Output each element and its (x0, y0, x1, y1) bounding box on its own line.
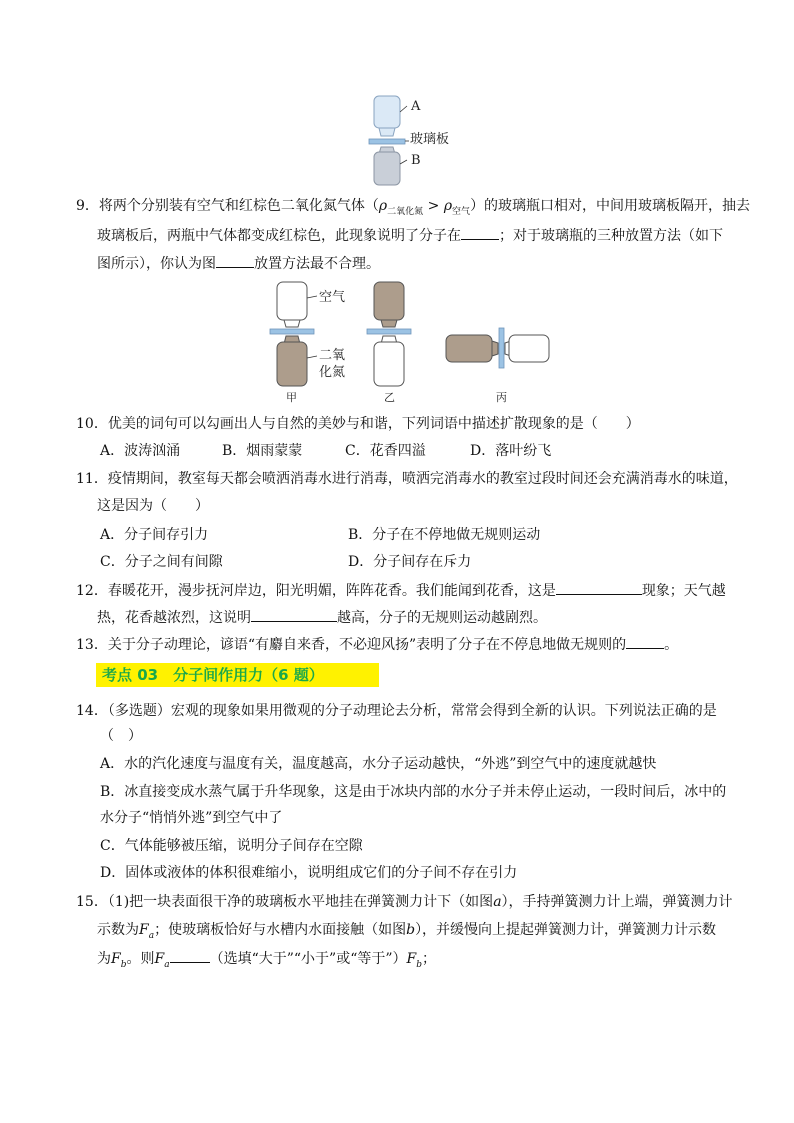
q9-blank-1[interactable] (461, 225, 499, 240)
q12-blank-2[interactable] (251, 607, 337, 622)
force-fa-sub: a (148, 930, 155, 941)
q15-text-2c: ），并缓慢向上提起弹簧测力计，弹簧测力计示数 (415, 922, 717, 938)
placement-bing (446, 328, 549, 368)
q15-text-2b: ；使玻璃板恰好与水槽内水面接触（如图 (154, 922, 407, 938)
label-a: A (411, 99, 421, 114)
q9-blank-2[interactable] (216, 253, 254, 268)
label-air: 空气 (319, 290, 346, 305)
rho-no2: ρ (378, 198, 388, 214)
rho-air-sub: 空气 (452, 206, 471, 217)
q9-number: 9． (76, 198, 99, 214)
q15-line-3 (97, 948, 436, 975)
q9-text-2a: 玻璃板后，两瓶中气体都变成红棕色，此现象说明了分子在 (97, 228, 461, 244)
q9-text-1a: 将两个分别装有空气和红棕色二氧化氮气体（ (98, 198, 379, 214)
force-fb-sub: b (120, 959, 127, 970)
q14-option-b-2: 水分子“悄悄外逃”到空气中了 (100, 810, 283, 826)
q15-text-1a: 15．（1)把一块表面很干净的玻璃板水平地挂在弹簧测力计下（如图 (76, 894, 494, 910)
label-jia: 甲 (286, 391, 297, 404)
fig-a-ref: a (493, 894, 502, 910)
q15-text-1b: ），手持弹簧测力计上端，弹簧测力计 (501, 894, 733, 910)
q12-text-2a: 热，花香越浓烈，这说明 (97, 610, 251, 626)
q9-text-3a: 图所示），你认为图 (97, 256, 216, 272)
q9-text-2b: ；对于玻璃瓶的三种放置方法（如下 (499, 228, 723, 244)
q13-end: 。 (664, 637, 679, 653)
q11-option-c: C．分子之间有间隙 (100, 554, 223, 570)
q10-option-b: B．烟雨蒙蒙 (222, 443, 303, 459)
q11-option-d: D．分子间存在斥力 (348, 554, 472, 570)
q10-option-a: A．波涛汹涌 (100, 443, 181, 459)
q14-line-2: （ ） (100, 728, 142, 744)
section-heading-text: 考点 03 分子间作用力（6 题） (102, 666, 324, 684)
q10-option-c: C．花香四溢 (345, 443, 426, 459)
q12-text-1a: 12．春暖花开，漫步抚河岸边，阳光明媚，阵阵花香。我们能闻到花香，这是 (76, 583, 556, 599)
figure-three-placements (265, 278, 560, 398)
force-fb-2: F (406, 951, 417, 967)
q14-option-a: A．水的汽化速度与温度有关，温度越高，水分子运动越快，“外逃”到空气中的速度就越快 (100, 756, 657, 772)
force-fb: F (111, 951, 121, 967)
q9-line-1 (76, 196, 750, 222)
section-heading (96, 663, 379, 687)
fig-b-ref: b (406, 922, 416, 938)
q11-option-a: A．分子间存引力 (100, 527, 209, 543)
q10-option-d: D．落叶纷飞 (470, 443, 552, 459)
q14-line-1: 14．（多选题）宏观的现象如果用微观的分子动理论去分析，常常会得到全新的认识。下列说法正确的是 (76, 703, 717, 719)
q13-line (76, 634, 678, 655)
q12-text-2b: 越高，分子的无规则运动越剧烈。 (337, 610, 547, 626)
q14-option-c: C．气体能够被压缩，说明分子间存在空隙 (100, 838, 363, 854)
rho-air: ρ (443, 198, 453, 214)
q12-line-1 (76, 580, 726, 601)
force-fa: F (139, 922, 149, 938)
q9-text-1b: ）的玻璃瓶口相对，中间用玻璃板隔开，抽去 (470, 198, 751, 214)
q9-text-3b: 放置方法最不合理。 (254, 256, 380, 272)
placement-yi (367, 282, 411, 386)
label-bing: 丙 (496, 391, 507, 404)
label-no2-1: 二氧 (319, 348, 346, 363)
q13-blank[interactable] (626, 634, 664, 649)
greater-than: > (423, 198, 444, 214)
q15-blank[interactable] (170, 948, 210, 963)
force-fa-2-sub: a (164, 959, 170, 970)
rho-no2-sub: 二氧化氮 (387, 206, 424, 217)
force-fb-2-sub: b (416, 959, 423, 970)
placement-jia (270, 282, 317, 386)
label-no2-2: 化氮 (319, 365, 346, 380)
q9-line-3 (97, 253, 380, 274)
label-yi: 乙 (384, 391, 395, 404)
q15-text-3b: 。则 (126, 951, 155, 967)
label-glass-plate: 玻璃板 (410, 132, 450, 147)
q15-line-2 (97, 920, 716, 946)
q11-line-1: 11．疫情期间，教室每天都会喷洒消毒水进行消毒，喷洒完消毒水的教室过段时间还会充满消毒水的味道， (76, 471, 738, 487)
q12-text-1b: 现象；天气越 (641, 583, 726, 599)
q14-option-b-1: B．冰直接变成水蒸气属于升华现象，这是由于冰块内部的水分子并未停止运动，一段时间后，冰中的 (100, 784, 727, 800)
q14-option-d: D．固体或液体的体积很难缩小，说明组成它们的分子间不存在引力 (100, 865, 518, 881)
q15-text-3c: （选填“大于”“小于”或“等于”） (209, 951, 407, 967)
q15-text-3a: 为 (97, 951, 111, 967)
q10-stem: 10．优美的词句可以勾画出人与自然的美妙与和谐，下列词语中描述扩散现象的是（ ） (76, 416, 640, 432)
q11-option-b: B．分子在不停地做无规则运动 (348, 527, 541, 543)
q13-text: 13．关于分子动理论，谚语“有麝自来香，不必迎风扬”表明了分子在不停息地做无规则的 (76, 637, 627, 653)
q12-line-2 (97, 607, 547, 628)
q15-text-2a: 示数为 (97, 922, 139, 938)
q11-line-2: 这是因为（ ） (97, 498, 209, 514)
q15-line-1 (76, 892, 733, 912)
force-fa-2: F (154, 951, 165, 967)
q12-blank-1[interactable] (556, 580, 642, 595)
label-b: B (411, 153, 421, 168)
q15-text-3d: ； (422, 951, 437, 967)
q9-line-2 (97, 225, 723, 246)
